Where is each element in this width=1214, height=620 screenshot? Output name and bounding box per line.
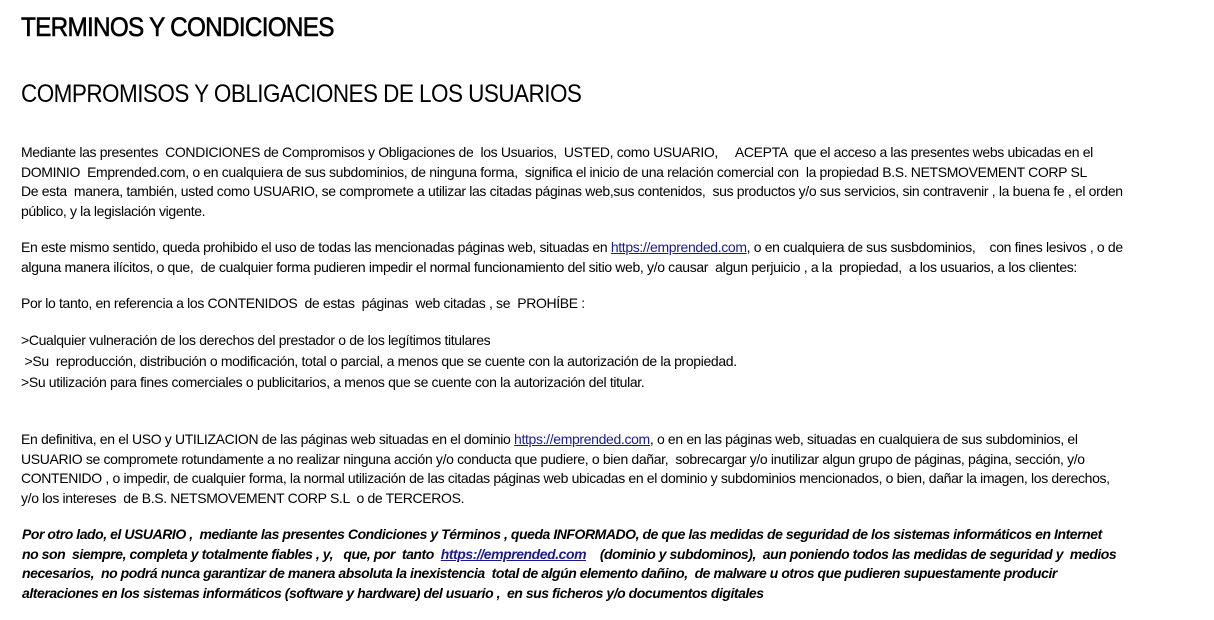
text-line: CONTENIDO , o impedir, de cualquier forma, la normal utilización de las citadas páginas web ubicadas en el dominio y subdominios mencionados, o bien, dañar la imagen, los derechos,	[21, 470, 1110, 486]
section-heading: COMPROMISOS Y OBLIGACIONES DE LOS USUARIOS	[21, 80, 582, 108]
text-line: USUARIO se compromete rotundamente a no realizar ninguna acción y/o conducta que pudiere, o bien dañar, sobrecargar y/o inutilizar algun grupo de páginas, página, sección, y/o	[21, 450, 1085, 467]
text-line	[22, 545, 1116, 565]
list-item: >Su utilización para fines comerciales o publicitarios, a menos que se cuente con la autorización del titular.	[21, 374, 645, 390]
text-line: DOMINIO Emprended.com, o en cualquiera de sus subdominios, de ninguna forma, significa el inicio de una relación comercial con la propiedad B.S. NETSMOVEMENT CORP SL	[21, 163, 1087, 180]
emprended-link[interactable]: https://emprended.com	[514, 431, 650, 447]
paragraph-contents	[21, 294, 585, 314]
emprended-link[interactable]: https://emprended.com	[610, 239, 747, 255]
text-segment: no son siempre, completa y totalmente fiables , y, que, por tanto	[22, 545, 441, 562]
text-line: Por otro lado, el USUARIO , mediante las presentes Condiciones y Términos , queda INFORMADO, de que las medidas de seguridad de los sistemas informáticos en Internet	[22, 526, 1102, 542]
text-line: Mediante las presentes CONDICIONES de Compromisos y Obligaciones de los Usuarios, USTED, como USUARIO, ACEPTA que el acceso a las presentes webs ubicadas en el	[21, 144, 1093, 160]
text-line	[21, 430, 1110, 450]
text-line: necesarios, no podrá nunca garantizar de manera absoluta la inexistencia total de algún elemento dañino, de malware u otros que pudieren supuestamente producir	[22, 565, 1057, 581]
text-segment: En definitiva, en el USO y UTILIZACION de las páginas web situadas en el dominio	[21, 431, 515, 447]
emprended-link[interactable]: https://emprended.com	[440, 545, 587, 562]
prohibitions-list	[21, 330, 737, 393]
paragraph-acceptance	[21, 143, 1123, 221]
text-line: De esta manera, también, usted como USUARIO, se compromete a utilizar las citadas páginas web,sus contenidos, sus productos y/o sus servicios, sin contravenir , la buena fe , el orden	[21, 183, 1123, 199]
text-line: y/o los intereses de B.S. NETSMOVEMENT CORP S.L o de TERCEROS.	[21, 489, 465, 506]
text-line: alguna manera ilícitos, o que, de cualquier forma pudieren impedir el normal funcionamiento del sitio web, y/o causar algun perjuicio , a la propiedad, a los usuarios, a los clientes:	[21, 258, 1077, 275]
text-segment: En este mismo sentido, queda prohibido el uso de todas las mencionadas páginas web, situadas en	[21, 239, 611, 255]
text-line	[21, 238, 1123, 258]
text-segment: (dominio y subdominos), aun poniendo todos las medidas de seguridad y medios	[586, 545, 1117, 562]
page-title: TERMINOS Y CONDICIONES	[21, 12, 334, 42]
text-segment: , o en cualquiera de sus susbdominios, con fines lesivos , o de	[746, 239, 1123, 255]
list-item: >Cualquier vulneración de los derechos del prestador o de los legítimos titulares	[21, 332, 491, 348]
text-line: alteraciones en los sistemas informáticos (software y hardware) del usuario , en sus ficheros y/o documentos digitales	[22, 584, 764, 601]
text-line: público, y la legislación vigente.	[21, 202, 206, 219]
text-line: Por lo tanto, en referencia a los CONTENIDOS de estas páginas web citadas , se PROHÍBE :	[21, 295, 585, 311]
list-item: >Su reproducción, distribución o modificación, total o parcial, a menos que se cuente con la autorización de la propiedad.	[21, 353, 737, 369]
paragraph-prohibited-use	[21, 238, 1123, 277]
text-segment: , o en en las páginas web, situadas en cualquiera de sus subdominios, el	[649, 431, 1078, 447]
paragraph-user-commitment	[21, 430, 1110, 508]
paragraph-security-notice	[22, 525, 1116, 603]
